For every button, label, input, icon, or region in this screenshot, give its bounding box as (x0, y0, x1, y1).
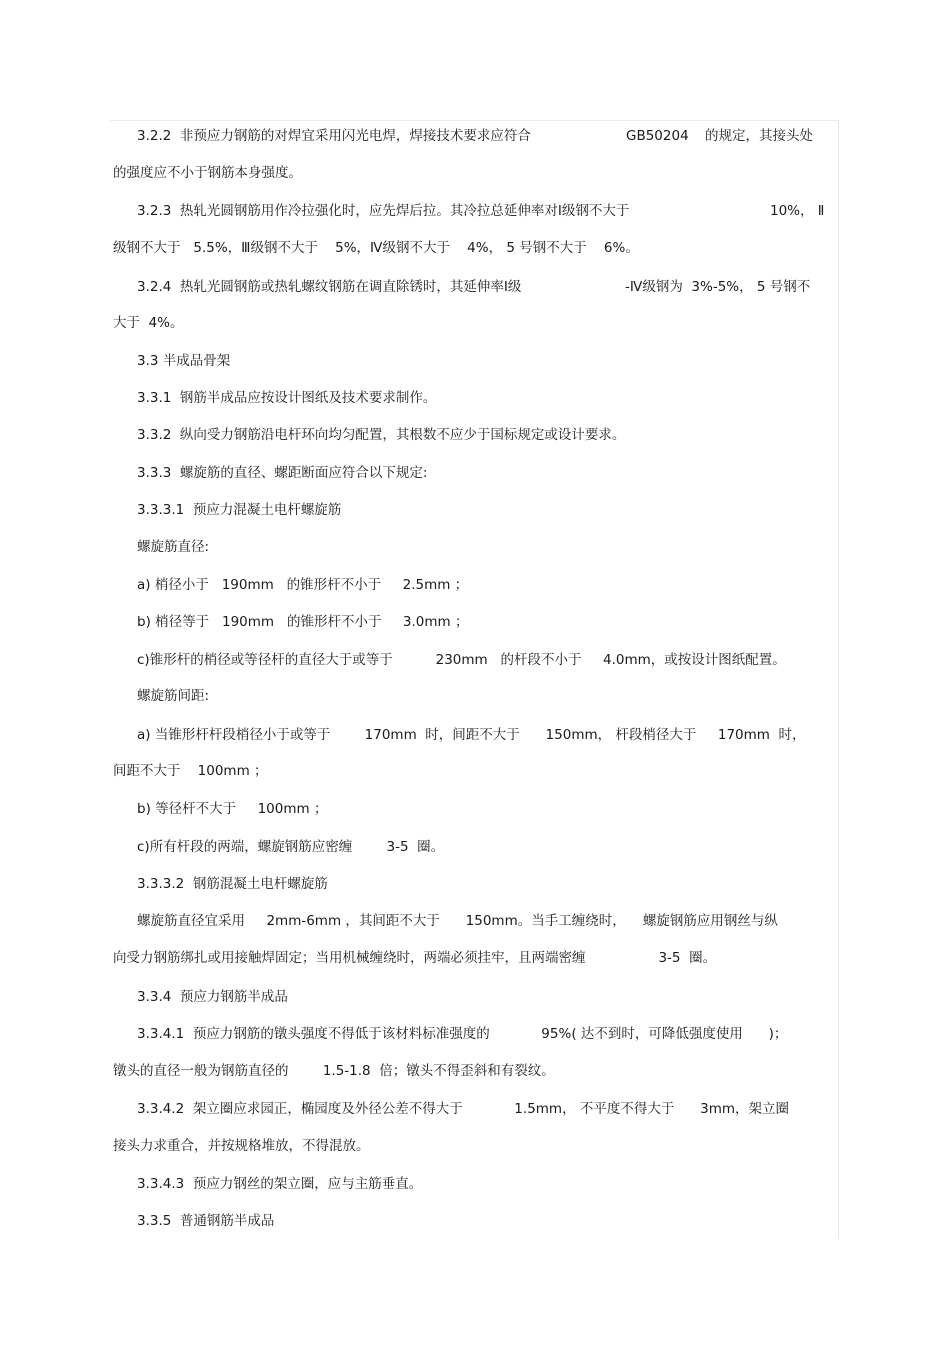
para-3-3-5: 3.3.5 普通钢筋半成品 (137, 1213, 275, 1229)
item-b-diameter: b) 梢径等于 190mm 的锥形杆不小于 3.0mm ； (137, 614, 469, 630)
spiral-spacing-label: 螺旋筋间距: (137, 688, 210, 704)
para-3-3-2: 3.3.2 纵向受力钢筋沿电杆环向均匀配置，其根数不应少于国标规定或设计要求。 (137, 427, 626, 443)
para-3-2-4-line1: 3.2.4 热轧光圆钢筋或热轧螺纹钢筋在调直除锈时，其延伸率Ⅰ级 (137, 279, 522, 295)
item-a-spacing-line1: a) 当锥形杆杆段梢径小于或等于 170mm 时，间距不大于 150mm， 杆段梢径大于 170mm 时， (137, 727, 806, 743)
para-3-3-1: 3.3.1 钢筋半成品应按设计图纸及技术要求制作。 (137, 390, 437, 406)
para-3-3-3-2: 3.3.3.2 钢筋混凝土电杆螺旋筋 (137, 876, 328, 892)
para-3-2-2-line1: 3.2.2 非预应力钢筋的对焊宜采用闪光电焊，焊接技术要求应符合 (137, 128, 531, 144)
para-3-3-3-1: 3.3.3.1 预应力混凝土电杆螺旋筋 (137, 502, 342, 518)
para-3-2-4-line2: 大于 4%。 (113, 315, 184, 331)
item-a-diameter: a) 梢径小于 190mm 的锥形杆不小于 2.5mm ； (137, 577, 469, 593)
para-3-3-4-2-line1: 3.3.4.2 架立圈应求园正，椭园度及外径公差不得大于 1.5mm， 不平度不得大于 3mm，架立圈 (137, 1101, 790, 1117)
para-rc-spiral-line1: 螺旋筋直径宜采用 2mm-6mm ，其间距不大于 150mm。当手工缠绕时， 螺旋钢筋应用钢丝与纵 (137, 913, 778, 929)
para-3-3-4-2-line2: 接头力求重合，并按规格堆放，不得混放。 (113, 1138, 370, 1154)
para-3-2-2-line2: 的强度应不小于钢筋本身强度。 (113, 165, 302, 181)
section-3-3-heading: 3.3 半成品骨架 (137, 353, 231, 369)
item-b-spacing: b) 等径杆不大于 100mm ； (137, 801, 328, 817)
para-3-2-2-standard: GB50204 (626, 128, 689, 144)
para-3-3-3: 3.3.3 螺旋筋的直径、螺距断面应符合以下规定: (137, 465, 428, 481)
para-3-2-2-tail: 的规定，其接头处 (705, 128, 813, 144)
item-a-spacing-line2: 间距不大于 100mm ； (113, 763, 268, 779)
para-rc-spiral-line2: 向受力钢筋绑扎或用接触焊固定；当用机械缠绕时，两端必须挂牢，且两端密缠 3-5 圈。 (113, 950, 717, 966)
para-3-2-3-tail: 10%， Ⅱ (770, 203, 825, 219)
para-3-2-3-line1: 3.2.3 热轧光圆钢筋用作冷拉强化时，应先焊后拉。其冷拉总延伸率对Ⅰ级钢不大于 (137, 203, 630, 219)
para-3-3-4-1-line1: 3.3.4.1 预应力钢筋的镦头强度不得低于该材料标准强度的 95%( 达不到时，可降低强度使用 )； (137, 1026, 788, 1042)
para-3-3-4-3: 3.3.4.3 预应力钢丝的架立圈，应与主筋垂直。 (137, 1176, 423, 1192)
item-c-spacing: c)所有杆段的两端，螺旋钢筋应密缠 3-5 圈。 (137, 839, 445, 855)
para-3-2-3-line2: 级钢不大于 5.5%，Ⅲ级钢不大于 5%，Ⅳ级钢不大于 4%， 5 号钢不大于 6%。 (113, 240, 639, 256)
para-3-3-4: 3.3.4 预应力钢筋半成品 (137, 989, 288, 1005)
para-3-2-4-tail: -Ⅳ级钢为 3%-5%， 5 号钢不 (625, 279, 811, 295)
spiral-diameter-label: 螺旋筋直径: (137, 539, 210, 555)
para-3-3-4-1-line2: 镦头的直径一般为钢筋直径的 1.5-1.8 倍；镦头不得歪斜和有裂纹。 (113, 1063, 555, 1079)
item-c-diameter: c)锥形杆的梢径或等径杆的直径大于或等于 230mm 的杆段不小于 4.0mm，或按设计图纸配置。 (137, 652, 786, 668)
